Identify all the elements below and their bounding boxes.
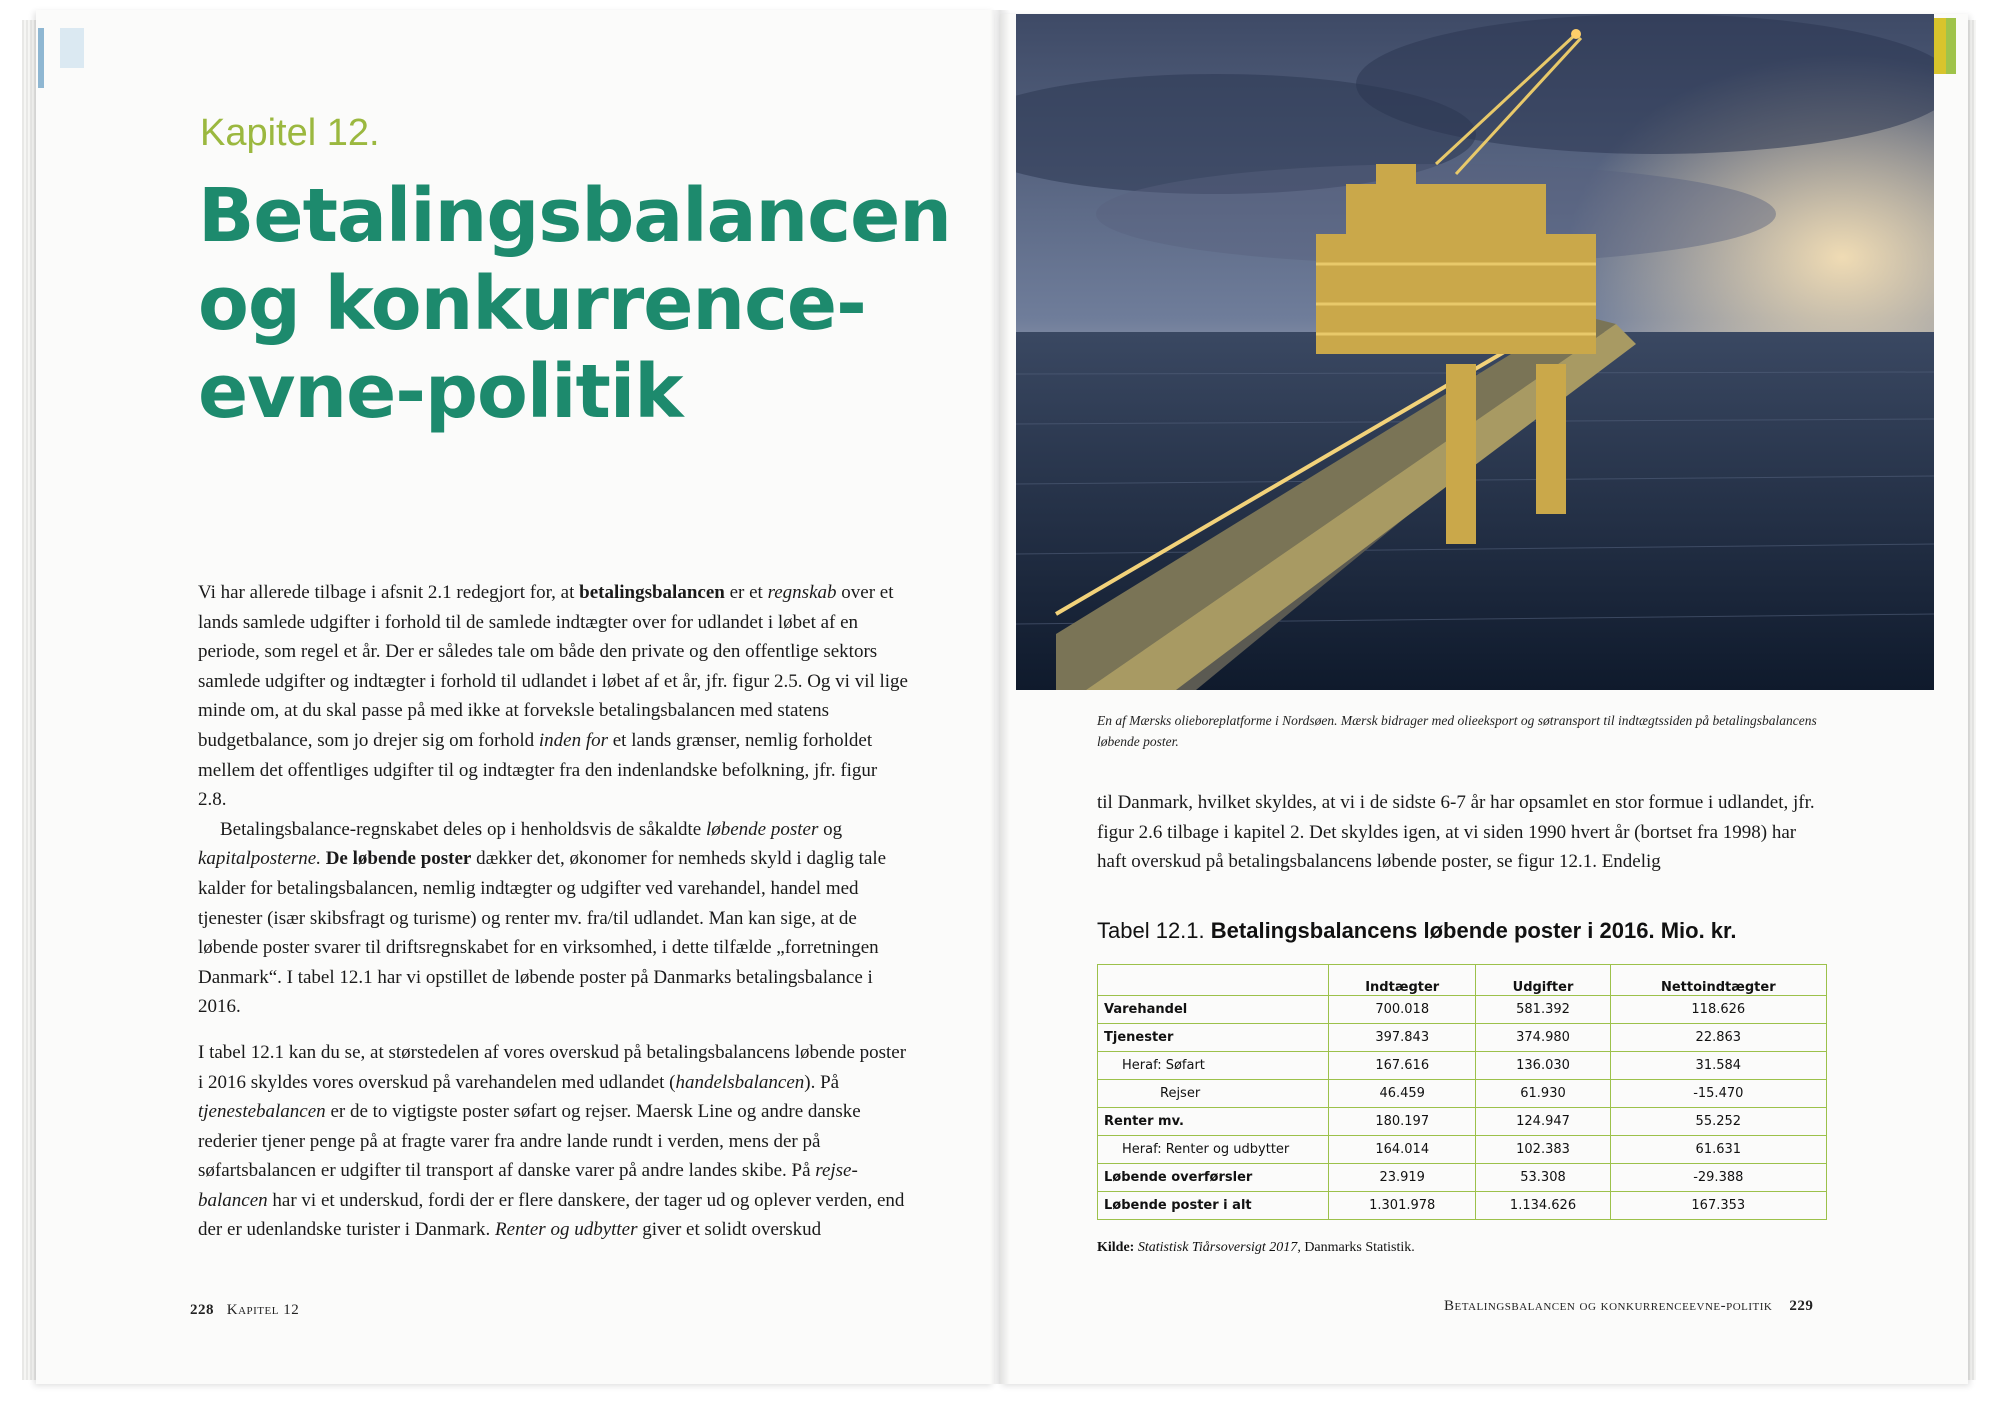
text-run: har vi et underskud, fordi der er flere danskere, der tager ud og oplever verden, end der er udenlandske turister i Danmark. (198, 1189, 905, 1241)
row-label: Rejser (1098, 1080, 1329, 1108)
table-row (1098, 1136, 1827, 1164)
oil-platform-photo (1016, 14, 1934, 690)
header-empty (1098, 965, 1329, 996)
chapter-title-line-3: evne-politik (198, 349, 683, 435)
cell-expense: 53.308 (1476, 1164, 1610, 1192)
text-run: I tabel 12.1 kan du se, at størstedelen af vores overskud på betalingsbalancens løbende poster i 2016 skyldes vores overskud på varehandelen med udlandet ( (198, 1041, 907, 1093)
text-run: Betalingsbalance-regnskabet deles op i henholdsvis de såkaldte (220, 818, 706, 840)
cell-income: 700.018 (1329, 996, 1476, 1024)
cell-expense: 124.947 (1476, 1108, 1610, 1136)
row-label: Løbende poster i alt (1098, 1192, 1329, 1220)
text-run: giver et solidt overskud (637, 1219, 822, 1241)
cell-income: 46.459 (1329, 1080, 1476, 1108)
italic-term: kapitalposterne. (198, 848, 321, 870)
table-title (1097, 918, 1737, 944)
italic-term: rejsebalancen (198, 1160, 858, 1211)
italic-term: regnskab (767, 582, 837, 603)
cell-expense: 1.134.626 (1476, 1192, 1610, 1220)
row-label: Heraf: Søfart (1098, 1052, 1329, 1080)
page-number-left: 228 (190, 1302, 214, 1318)
cell-expense: 136.030 (1476, 1052, 1610, 1080)
text-run: over et lands samlede udgifter i forhold til de samlede indtægter over for udlandet i løbet af en periode, som regel et år. Der er således tale om både den private og den offentlige sektors samlede udgifter og indtægter i forhold til udlandet i løbet af et år, jfr. figur 2.5. Og vi vil lige minde om, at du skal passe på med ikke at forveksle betalingsbalancen med statens budgetbalance, som jo drejer sig om forhold (198, 582, 908, 751)
cell-expense: 102.383 (1476, 1136, 1610, 1164)
source-label: Kilde: (1097, 1240, 1135, 1255)
cell-expense: 581.392 (1476, 996, 1610, 1024)
source-title: Statistisk Tiårsoversigt 2017 (1137, 1240, 1298, 1255)
cell-net: 31.584 (1610, 1052, 1826, 1080)
header-nettoindtaegter: Nettoindtægter (1610, 965, 1826, 996)
table-title-text: Betalingsbalancens løbende poster i 2016. Mio. kr. (1210, 918, 1737, 943)
cell-net: 167.353 (1610, 1192, 1826, 1220)
running-head-right: Betalingsbalancen og konkurrenceevne-politik (1444, 1298, 1773, 1314)
italic-term: handelsbalancen (675, 1071, 805, 1093)
table-title-prefix: Tabel 12.1. (1097, 918, 1205, 943)
bold-term: De løbende poster (325, 848, 472, 870)
table-row (1098, 1192, 1827, 1220)
row-label: Varehandel (1098, 996, 1329, 1024)
cell-net: 22.863 (1610, 1024, 1826, 1052)
page-number-right: 229 (1789, 1298, 1814, 1314)
paragraph-2 (198, 815, 910, 1022)
text-run: dækker det, økonomer for nemheds skyld i daglig tale kalder for betalingsbalancen, nemlig indtægter og udgifter ved varehandel, handel med tjenester (især skibsfragt og turisme) og renter mv. fra/til udlandet. Man kan sige, at de løbende poster svarer til driftsregnskabet for en virksomhed, i dette tilfælde „forretningen Danmark“. I tabel 12.1 har vi opstillet de løbende poster på Danmarks betalingsbalance i 2016. (198, 848, 887, 1018)
paragraph-3 (198, 1038, 910, 1245)
italic-term: tjenestebalancen (198, 1101, 326, 1123)
italic-term: inden for (538, 729, 608, 751)
text-run: er et (724, 582, 768, 603)
italic-term: løbende poster (705, 818, 819, 840)
cell-income: 397.843 (1329, 1024, 1476, 1052)
text-run: et lands grænser, nemlig forholdet mellem det offentliges udgifter til og indtægter fra den indenlandske befolkning, jfr. figur 2.8. (198, 729, 878, 811)
italic-term: Renter og udbytter (495, 1219, 638, 1241)
running-head-left: Kapitel 12 (226, 1302, 300, 1318)
right-tab-marker-yellow (1932, 18, 1946, 74)
table-row (1098, 996, 1827, 1024)
photo-caption: En af Mærsks olieboreplatforme i Nordsøen. Mærsk bidrager med olieeksport og søtransport til indtægtssiden på betalingsbalancens løbende poster. (1097, 713, 1817, 749)
left-tab-marker (38, 28, 44, 88)
text-run: Vi har allerede tilbage i afsnit 2.1 redegjort for, at (198, 582, 580, 603)
table-row (1098, 1080, 1827, 1108)
book-gutter (990, 10, 1010, 1384)
right-tab-marker-green (1946, 18, 1956, 74)
table-row (1098, 1108, 1827, 1136)
table-source (1097, 1240, 1415, 1256)
chapter-label: Kapitel 12. (200, 112, 380, 154)
cell-net: -29.388 (1610, 1164, 1826, 1192)
text-run: er de to vigtigste poster søfart og rejser. Maersk Line og andre danske rederier tjener penge på at fragte varer fra andre lande rundt i verden, mens der på søfartsbalancen er udgifter til transport af danske varer på andre landes skibe. På (198, 1101, 861, 1182)
header-udgifter: Udgifter (1476, 965, 1610, 996)
table-row (1098, 1024, 1827, 1052)
cell-income: 1.301.978 (1329, 1192, 1476, 1220)
header-indtaegter: Indtægter (1329, 965, 1476, 996)
bold-term: betalingsbalancen (579, 582, 725, 603)
table-row (1098, 1164, 1827, 1192)
table-row (1098, 1052, 1827, 1080)
cell-income: 23.919 (1329, 1164, 1476, 1192)
paragraph-1 (198, 578, 910, 815)
cell-net: 118.626 (1610, 996, 1826, 1024)
cell-income: 164.014 (1329, 1136, 1476, 1164)
chapter-title (198, 172, 958, 436)
right-body-text (1097, 788, 1827, 877)
text-run: og (818, 818, 843, 840)
cell-income: 167.616 (1329, 1052, 1476, 1080)
text-run: ). På (804, 1071, 840, 1093)
chapter-title-line-1: Betalingsbalancen (198, 173, 951, 259)
left-tab-marker-light (60, 28, 84, 68)
row-label: Heraf: Renter og udbytter (1098, 1136, 1329, 1164)
balance-table (1097, 964, 1827, 1220)
left-folio (190, 1302, 299, 1319)
right-folio (1444, 1298, 1813, 1315)
cell-expense: 374.980 (1476, 1024, 1610, 1052)
row-label: Renter mv. (1098, 1108, 1329, 1136)
row-label: Løbende overførsler (1098, 1164, 1329, 1192)
cell-expense: 61.930 (1476, 1080, 1610, 1108)
source-rest: , Danmarks Statistik. (1297, 1240, 1415, 1255)
right-paragraph-1: til Danmark, hvilket skyldes, at vi i de sidste 6-7 år har opsamlet en stor formue i udlandet, jfr. figur 2.6 tilbage i kapitel 2. Det skyldes igen, at vi siden 1990 hvert år (bortset fra 1998) har haft overskud på betalingsbalancens løbende poster, se figur 12.1. Endelig (1097, 792, 1815, 873)
left-body-text (198, 578, 910, 1245)
row-label: Tjenester (1098, 1024, 1329, 1052)
cell-net: 55.252 (1610, 1108, 1826, 1136)
cell-income: 180.197 (1329, 1108, 1476, 1136)
cell-net: 61.631 (1610, 1136, 1826, 1164)
table-header-row (1098, 965, 1827, 996)
cell-net: -15.470 (1610, 1080, 1826, 1108)
chapter-title-line-2: og konkurrence- (198, 261, 866, 347)
